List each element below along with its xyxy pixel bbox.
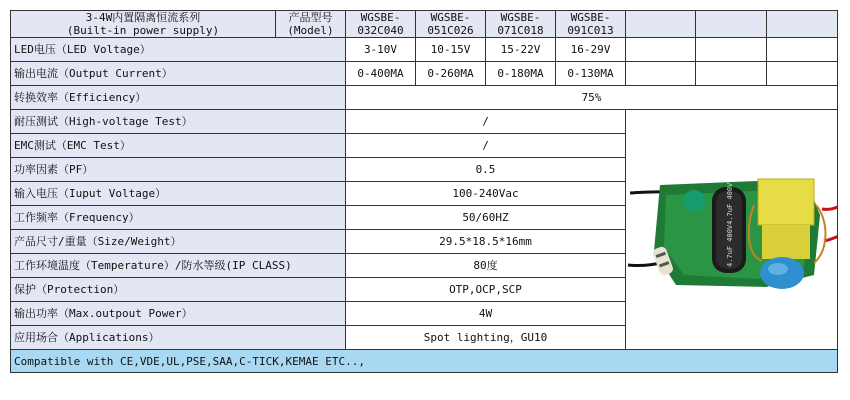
- empty-cell: [696, 62, 767, 86]
- empty-cell: [626, 62, 696, 86]
- row-hv-test: [11, 110, 838, 134]
- row-value: 16-29V: [556, 38, 626, 62]
- model-code: 032C040: [357, 24, 404, 37]
- row-output-current: [11, 62, 838, 86]
- series-subtitle: (Built-in power supply): [66, 24, 220, 37]
- product-photo-cell: [626, 110, 838, 350]
- model-name: WGSBE-: [570, 11, 611, 24]
- model-code: 091C013: [567, 24, 614, 37]
- row-value: 100-240Vac: [346, 182, 626, 206]
- row-value: 15-22V: [486, 38, 556, 62]
- model-code: 071C018: [497, 24, 544, 37]
- row-label: LED电压（LED Voltage）: [11, 38, 346, 62]
- empty-cell: [767, 38, 838, 62]
- row-label: 转换效率（Efficiency）: [11, 86, 346, 110]
- model-header-en: (Model): [287, 24, 334, 37]
- row-label: EMC测试（EMC Test）: [11, 134, 346, 158]
- row-value: 10-15V: [416, 38, 486, 62]
- series-title-cell: [11, 11, 276, 38]
- row-label: 输入电压（Iuput Voltage）: [11, 182, 346, 206]
- row-value: OTP,OCP,SCP: [346, 278, 626, 302]
- model-header: 产品型号: [288, 11, 333, 24]
- row-value: 80度: [346, 254, 626, 278]
- model-cell: [486, 11, 556, 38]
- row-label: 耐压测试（High-voltage Test）: [11, 110, 346, 134]
- row-value: 0-260MA: [416, 62, 486, 86]
- row-value: 0-180MA: [486, 62, 556, 86]
- row-label: 输出功率（Max.outpout Power）: [11, 302, 346, 326]
- row-efficiency: [11, 86, 838, 110]
- row-value: 4W: [346, 302, 626, 326]
- empty-cell: [696, 38, 767, 62]
- model-cell: [556, 11, 626, 38]
- empty-cell: [626, 38, 696, 62]
- row-value: 0-400MA: [346, 62, 416, 86]
- row-value: 50/60HZ: [346, 206, 626, 230]
- footer-row: [11, 350, 838, 373]
- row-value: 0.5: [346, 158, 626, 182]
- model-name: WGSBE-: [430, 11, 471, 24]
- row-label: 保护（Protection）: [11, 278, 346, 302]
- row-label: 输出电流（Output Current）: [11, 62, 346, 86]
- row-label: 工作环境温度（Temperature）/防水等级(IP CLASS): [11, 254, 346, 278]
- row-value: 0-130MA: [556, 62, 626, 86]
- capacitor-marking: 4.7uF 400V4.7uF 400V: [726, 182, 734, 267]
- certifications-footer: Compatible with CE,VDE,UL,PSE,SAA,C-TICK,KEMAE ETC..,: [11, 350, 838, 373]
- row-led-voltage: [11, 38, 838, 62]
- row-value: /: [346, 110, 626, 134]
- model-code: 051C026: [427, 24, 474, 37]
- model-header-cell: [276, 11, 346, 38]
- row-value: 75%: [346, 86, 838, 110]
- row-value: Spot lighting，GU10: [346, 326, 626, 350]
- empty-cell: [767, 62, 838, 86]
- header-row: [11, 11, 838, 38]
- model-name: WGSBE-: [500, 11, 541, 24]
- row-value: /: [346, 134, 626, 158]
- model-cell: [346, 11, 416, 38]
- empty-cell: [626, 11, 696, 38]
- row-label: 功率因素（PF）: [11, 158, 346, 182]
- spec-table: [10, 10, 838, 373]
- row-label: 产品尺寸/重量（Size/Weight）: [11, 230, 346, 254]
- model-name: WGSBE-: [360, 11, 401, 24]
- power-supply-board-photo-icon: [626, 155, 838, 305]
- row-label: 应用场合（Applications）: [11, 326, 346, 350]
- series-title: 3-4W内置隔离恒流系列: [85, 11, 201, 24]
- row-value: 3-10V: [346, 38, 416, 62]
- row-label: 工作频率（Frequency）: [11, 206, 346, 230]
- empty-cell: [696, 11, 767, 38]
- model-cell: [416, 11, 486, 38]
- empty-cell: [767, 11, 838, 38]
- row-value: 29.5*18.5*16mm: [346, 230, 626, 254]
